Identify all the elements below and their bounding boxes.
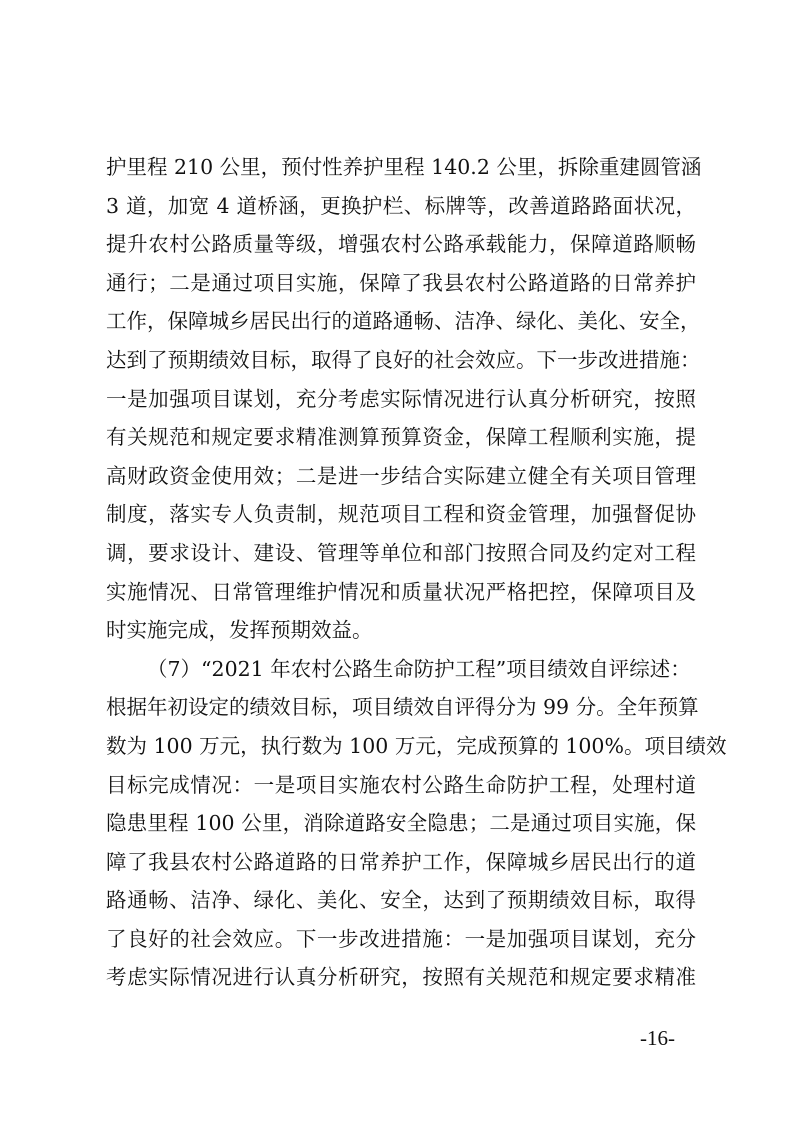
text-line: 障了我县农村公路道路的日常养护工作，保障城乡居民出行的道 — [106, 849, 696, 874]
paragraph-continued — [106, 148, 702, 650]
text-line: 达到了预期绩效目标，取得了良好的社会效应。下一步改进措施： — [106, 347, 701, 372]
text-line: 工作，保障城乡居民出行的道路通畅、洁净、绿化、美化、安全， — [106, 309, 701, 334]
text-line: 3 道，加宽 4 道桥涵，更换护栏、标牌等，改善道路路面状况， — [106, 193, 696, 218]
text-line: 路通畅、洁净、绿化、美化、安全，达到了预期绩效目标，取得 — [106, 888, 696, 913]
text-line: 目标完成情况：一是项目实施农村公路生命防护工程，处理村道 — [106, 772, 696, 797]
text-line: 实施情况、日常管理维护情况和质量状况严格把控，保障项目及 — [106, 579, 696, 604]
text-line: 高财政资金使用效；二是进一步结合实际建立健全有关项目管理 — [106, 463, 696, 488]
body-text — [106, 148, 727, 997]
text-line: 通行；二是通过项目实施，保障了我县农村公路道路的日常养护 — [106, 270, 696, 295]
paragraph-7 — [106, 650, 727, 997]
text-line: 调，要求设计、建设、管理等单位和部门按照合同及约定对工程 — [106, 540, 696, 565]
text-line: 了良好的社会效应。下一步改进措施：一是加强项目谋划，充分 — [106, 926, 696, 951]
text-line: 隐患里程 100 公里，消除道路安全隐患；二是通过项目实施，保 — [106, 811, 696, 836]
text-line: 数为 100 万元，执行数为 100 万元，完成预算的 100%。项目绩效 — [106, 733, 727, 758]
text-line: 根据年初设定的绩效目标，项目绩效自评得分为 99 分。全年预算 — [106, 695, 699, 720]
text-line: 时实施完成，发挥预期效益。 — [106, 618, 373, 643]
text-line: 一是加强项目谋划，充分考虑实际情况进行认真分析研究，按照 — [106, 386, 696, 411]
page-number: -16- — [640, 1026, 675, 1050]
text-line: 考虑实际情况进行认真分析研究，按照有关规范和规定要求精准 — [106, 965, 696, 990]
text-line: 护里程 210 公里，预付性养护里程 140.2 公里，拆除重建圆管涵 — [106, 155, 702, 179]
text-line: 制度，落实专人负责制，规范项目工程和资金管理，加强督促协 — [106, 502, 696, 527]
text-line: 提升农村公路质量等级，增强农村公路承载能力，保障道路顺畅 — [106, 232, 696, 257]
paragraph-heading: （7）“2021 年农村公路生命防护工程”项目绩效自评综述： — [147, 656, 691, 681]
text-line: 有关规范和规定要求精准测算预算资金，保障工程顺利实施，提 — [106, 425, 696, 450]
